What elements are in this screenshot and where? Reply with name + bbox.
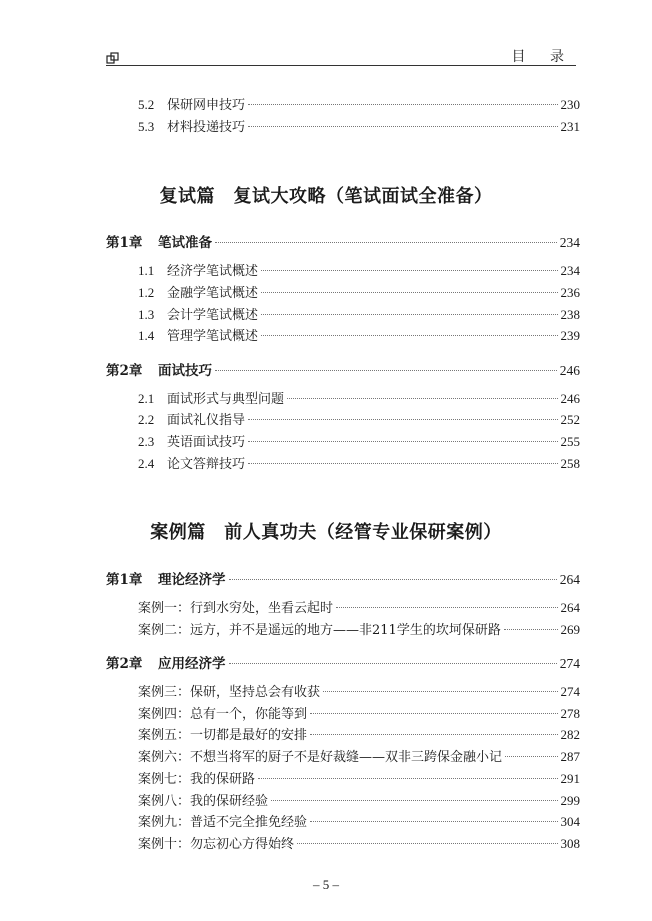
- section-title: 会计学笔试概述: [167, 308, 259, 323]
- section-number: 2.1: [138, 391, 155, 406]
- dot-leader: [310, 821, 557, 822]
- page-number: 274: [559, 656, 580, 671]
- page-number: 234: [560, 263, 580, 278]
- dot-leader: [310, 713, 557, 714]
- page-number: 282: [560, 727, 580, 742]
- page-number: 252: [560, 412, 580, 427]
- chapter-title: 应用经济学: [158, 656, 226, 672]
- toc-entry-section[interactable]: [0, 260, 580, 280]
- dot-leader: [248, 104, 557, 105]
- toc-entry-case[interactable]: [0, 619, 580, 639]
- running-header: [106, 44, 576, 66]
- toc-entry-case[interactable]: [0, 768, 580, 788]
- chapter-number: 第1章: [106, 572, 143, 588]
- page-number: 269: [560, 622, 580, 637]
- section-title: 管理学笔试概述: [167, 329, 259, 344]
- page-number: 264: [559, 572, 580, 587]
- section-number: 2.4: [138, 456, 155, 471]
- dot-leader: [261, 270, 557, 271]
- section-number: 1.2: [138, 285, 155, 300]
- page-number: 274: [560, 684, 580, 699]
- section-number: 2.3: [138, 434, 155, 449]
- section-title: 保研网申技巧: [167, 98, 246, 113]
- toc-entry-section[interactable]: [0, 409, 580, 429]
- case-title: 案例二：远方，并不是遥远的地方——非211学生的坎坷保研路: [138, 623, 501, 638]
- part-title: [0, 518, 652, 544]
- dot-leader: [323, 691, 557, 692]
- dot-leader: [310, 734, 557, 735]
- section-title: 面试形式与典型问题: [167, 392, 285, 407]
- dot-leader: [215, 370, 557, 371]
- toc-entry-section[interactable]: [0, 304, 580, 324]
- toc-entry-case[interactable]: [0, 681, 580, 701]
- section-number: 1.4: [138, 328, 155, 343]
- toc-entry-case[interactable]: [0, 597, 580, 617]
- book-logo-icon: [106, 52, 120, 64]
- section-number: 1.3: [138, 307, 155, 322]
- case-title: 案例一：行到水穷处，坐看云起时: [138, 601, 334, 616]
- dot-leader: [248, 463, 557, 464]
- page-number: 287: [560, 749, 580, 764]
- section-number: 5.3: [138, 119, 155, 134]
- dot-leader: [297, 843, 557, 844]
- page-number: 246: [560, 391, 580, 406]
- toc-entry-section[interactable]: [0, 431, 580, 451]
- section-title: 英语面试技巧: [167, 435, 246, 450]
- toc-entry-section[interactable]: [0, 453, 580, 473]
- case-title: 案例四：总有一个，你能等到: [138, 707, 308, 722]
- page-number: 264: [560, 600, 580, 615]
- dot-leader: [229, 663, 557, 664]
- page-number: 255: [560, 434, 580, 449]
- dot-leader: [248, 126, 557, 127]
- dot-leader: [271, 800, 557, 801]
- case-title: 案例十：勿忘初心方得始终: [138, 837, 295, 852]
- dot-leader: [261, 335, 557, 336]
- toc-entry-chapter[interactable]: [0, 568, 580, 588]
- chapter-title: 笔试准备: [158, 235, 212, 251]
- page-number: 231: [560, 119, 580, 134]
- section-title: 材料投递技巧: [167, 120, 246, 135]
- case-title: 案例九：普适不完全推免经验: [138, 815, 308, 830]
- dot-leader: [248, 419, 557, 420]
- page-number: 238: [560, 307, 580, 322]
- page-number: 304: [560, 814, 580, 829]
- chapter-title: 面试技巧: [158, 363, 212, 379]
- page-number: 278: [560, 706, 580, 721]
- page-number: 291: [560, 771, 580, 786]
- chapter-number: 第2章: [106, 363, 143, 379]
- toc-entry-section[interactable]: [0, 116, 580, 136]
- page-number: 234: [559, 235, 580, 250]
- toc-entry-chapter[interactable]: [0, 359, 580, 379]
- section-number: 2.2: [138, 412, 155, 427]
- section-title: 面试礼仪指导: [167, 413, 246, 428]
- toc-entry-section[interactable]: [0, 282, 580, 302]
- page-number: 258: [560, 456, 580, 471]
- section-number: 5.2: [138, 97, 155, 112]
- dot-leader: [261, 292, 557, 293]
- toc-entry-case[interactable]: [0, 833, 580, 853]
- page-number: 230: [560, 97, 580, 112]
- page-number: 308: [560, 836, 580, 851]
- section-title: 金融学笔试概述: [167, 286, 259, 301]
- page-number: 246: [559, 363, 580, 378]
- dot-leader: [336, 607, 557, 608]
- case-title: 案例六：不想当将军的厨子不是好裁缝——双非三跨保金融小记: [138, 750, 503, 765]
- chapter-number: 第1章: [106, 235, 143, 251]
- section-title: 论文答辩技巧: [167, 457, 246, 472]
- dot-leader: [261, 314, 557, 315]
- page-footer-number: – 5 –: [313, 877, 339, 892]
- case-title: 案例八：我的保研经验: [138, 794, 269, 809]
- toc-entry-section[interactable]: [0, 388, 580, 408]
- chapter-title: 理论经济学: [158, 572, 226, 588]
- dot-leader: [229, 579, 557, 580]
- dot-leader: [258, 778, 557, 779]
- dot-leader: [248, 441, 557, 442]
- header-title: 目 录: [511, 49, 574, 65]
- toc-entry-chapter[interactable]: [0, 652, 580, 672]
- toc-entry-section[interactable]: [0, 94, 580, 114]
- dot-leader: [287, 398, 557, 399]
- toc-entry-case[interactable]: [0, 724, 580, 744]
- case-title: 案例七：我的保研路: [138, 772, 256, 787]
- page-number: 299: [560, 793, 580, 808]
- toc-entry-case[interactable]: [0, 703, 580, 723]
- chapter-number: 第2章: [106, 656, 143, 672]
- part-title-text: 复试篇 复试大攻略（笔试面试全准备）: [159, 186, 493, 207]
- toc-entry-chapter[interactable]: [0, 231, 580, 251]
- part-title: [0, 182, 652, 208]
- dot-leader: [505, 756, 557, 757]
- part-title-text: 案例篇 前人真功夫（经管专业保研案例）: [150, 522, 502, 543]
- section-number: 1.1: [138, 263, 155, 278]
- toc-entry-case[interactable]: [0, 746, 580, 766]
- case-title: 案例三：保研，坚持总会有收获: [138, 685, 321, 700]
- toc-entry-case[interactable]: [0, 811, 580, 831]
- section-title: 经济学笔试概述: [167, 264, 259, 279]
- dot-leader: [215, 242, 557, 243]
- toc-entry-case[interactable]: [0, 790, 580, 810]
- dot-leader: [504, 629, 558, 630]
- toc-entry-section[interactable]: [0, 325, 580, 345]
- header-rule: [106, 65, 576, 66]
- page-number: 236: [560, 285, 580, 300]
- page-number: 239: [560, 328, 580, 343]
- case-title: 案例五：一切都是最好的安排: [138, 728, 308, 743]
